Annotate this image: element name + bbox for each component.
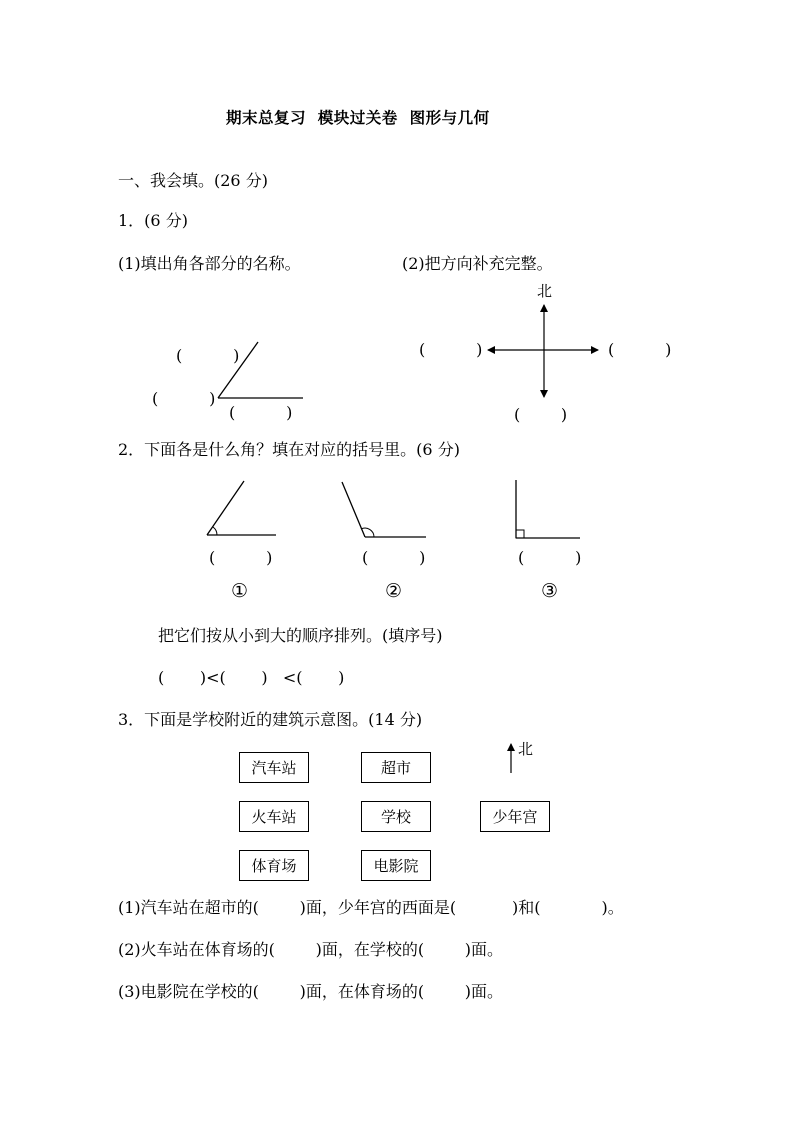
q1-angle-blank-base[interactable]: ( ): [229, 403, 293, 422]
q3-header: 3．下面是学校附近的建筑示意图。(14 分): [118, 710, 423, 729]
q1-north-label: 北: [537, 282, 553, 300]
q3-sub3[interactable]: (3)电影院在学校的( )面，在体育场的( )面。: [118, 982, 504, 1001]
q3-north-label: 北: [518, 740, 534, 758]
q3-sub2[interactable]: (2)火车站在体育场的( )面，在学校的( )面。: [118, 940, 504, 959]
q2-angle-1-figure: [207, 481, 276, 535]
q2-angle-1-blank[interactable]: ( ): [209, 548, 273, 567]
building-school: 学校: [361, 801, 431, 832]
q2-order-instruction: 把它们按从小到大的顺序排列。(填序号): [158, 626, 443, 645]
building-cinema: 电影院: [361, 850, 431, 881]
q3-sub1[interactable]: (1)汽车站在超市的( )面，少年宫的西面是( )和( )。: [118, 898, 624, 917]
q1-part2-text: (2)把方向补充完整。: [402, 254, 553, 273]
q2-header: 2．下面各是什么角？填在对应的括号里。(6 分): [118, 440, 460, 459]
q1-west-blank[interactable]: ( ): [419, 340, 483, 359]
q1-angle-blank-vertex[interactable]: ( ): [152, 389, 216, 408]
building-supermarket: 超市: [361, 752, 431, 783]
building-stadium: 体育场: [239, 850, 309, 881]
q2-angle-2-figure: [342, 482, 426, 537]
q2-label-3: ③: [541, 580, 559, 602]
building-train-station: 火车站: [239, 801, 309, 832]
building-bus-station: 汽车站: [239, 752, 309, 783]
q1-east-blank[interactable]: ( ): [608, 340, 672, 359]
q1-direction-cross: [488, 305, 598, 397]
page-title: 期末总复习 模块过关卷 图形与几何: [226, 108, 490, 127]
q1-south-blank[interactable]: ( ): [514, 405, 568, 424]
section-1-heading: 一、我会填。(26 分): [118, 171, 268, 190]
q2-order-line[interactable]: ( )<( ) <( ): [158, 668, 345, 687]
q2-angle-2-blank[interactable]: ( ): [362, 548, 426, 567]
q2-label-1: ①: [231, 580, 249, 602]
q2-angle-3-figure: [516, 480, 580, 538]
q2-angle-3-blank[interactable]: ( ): [518, 548, 582, 567]
building-youth-palace: 少年宫: [480, 801, 550, 832]
q2-label-2: ②: [385, 580, 403, 602]
q1-header: 1．(6 分): [118, 211, 188, 230]
q1-angle-blank-side[interactable]: ( ): [176, 346, 240, 365]
q1-part1-text: (1)填出角各部分的名称。: [118, 254, 301, 273]
